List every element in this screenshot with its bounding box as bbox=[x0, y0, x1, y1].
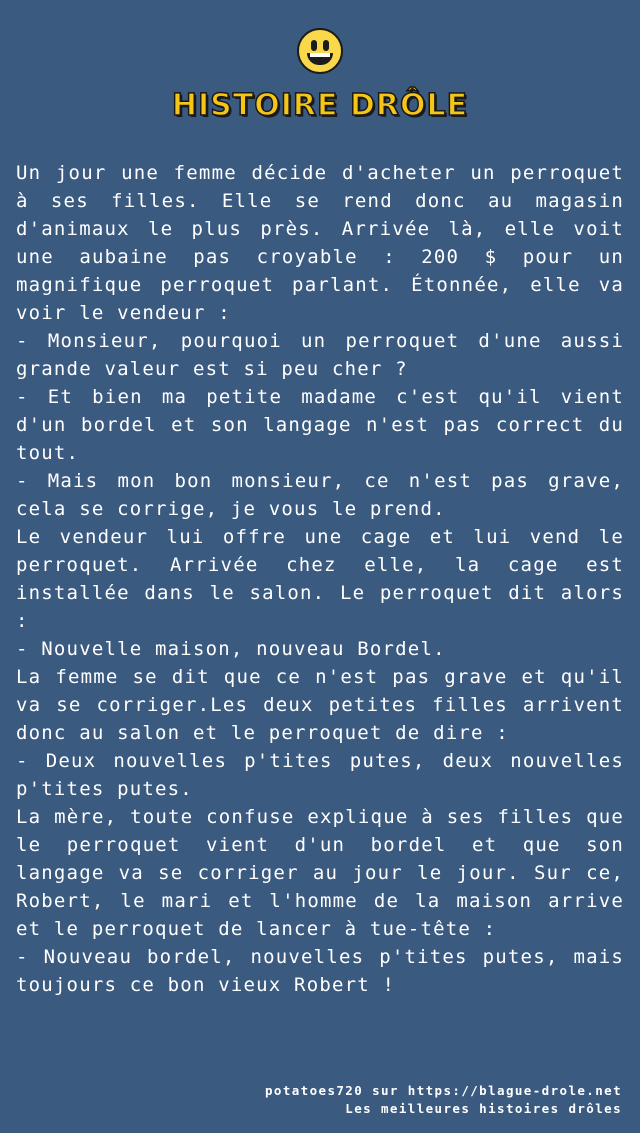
credit-text: potatoes720 sur https://blague-drole.net bbox=[264, 1083, 622, 1098]
tagline-text: Les meilleures histoires drôles bbox=[345, 1101, 622, 1116]
footer bbox=[265, 1082, 622, 1118]
story-paragraph: - Nouvelle maison, nouveau Bordel. bbox=[16, 638, 446, 660]
story-paragraph: - Deux nouvelles p'tites putes, deux nouvelles p'tites putes. bbox=[16, 750, 624, 800]
story-paragraph: - Mais mon bon monsieur, ce n'est pas grave, cela se corrige, je vous le prend. bbox=[16, 470, 624, 520]
story-text bbox=[16, 159, 624, 999]
story-paragraph: - Monsieur, pourquoi un perroquet d'une aussi grande valeur est si peu cher ? bbox=[16, 330, 624, 380]
grinning-face-icon bbox=[0, 28, 640, 84]
smile bbox=[307, 53, 333, 65]
story-paragraph: Le vendeur lui offre une cage et lui vend le perroquet. Arrivée chez elle, la cage est installée dans le salon. Le perroquet dit alors : bbox=[16, 526, 624, 632]
story-paragraph: La femme se dit que ce n'est pas grave et qu'il va se corriger.Les deux petites filles arrivent donc au salon et le perroquet de dire : bbox=[16, 666, 624, 744]
page-title: HISTOIRE DRÔLE bbox=[171, 88, 469, 123]
story-paragraph: La mère, toute confuse explique à ses filles que le perroquet vient d'un bordel et que son langage va se corriger au jour le jour. Sur ce, Robert, le mari et l'homme de la maison arrive et le perroquet de lancer à tue-tête : bbox=[16, 806, 624, 940]
story-paragraph: - Et bien ma petite madame c'est qu'il vient d'un bordel et son langage n'est pas correct du tout. bbox=[16, 386, 624, 464]
emoji-face bbox=[297, 28, 343, 74]
right-eye bbox=[323, 40, 329, 51]
left-eye bbox=[311, 40, 317, 51]
story-paragraph: - Nouveau bordel, nouvelles p'tites putes, mais toujours ce bon vieux Robert ! bbox=[16, 946, 624, 996]
story-paragraph: Un jour une femme décide d'acheter un perroquet à ses filles. Elle se rend donc au magasin d'animaux le plus près. Arrivée là, elle voit une aubaine pas croyable : 200 $ pour un magnifique perroquet parlant. Étonnée, elle va voir le vendeur : bbox=[16, 162, 624, 324]
